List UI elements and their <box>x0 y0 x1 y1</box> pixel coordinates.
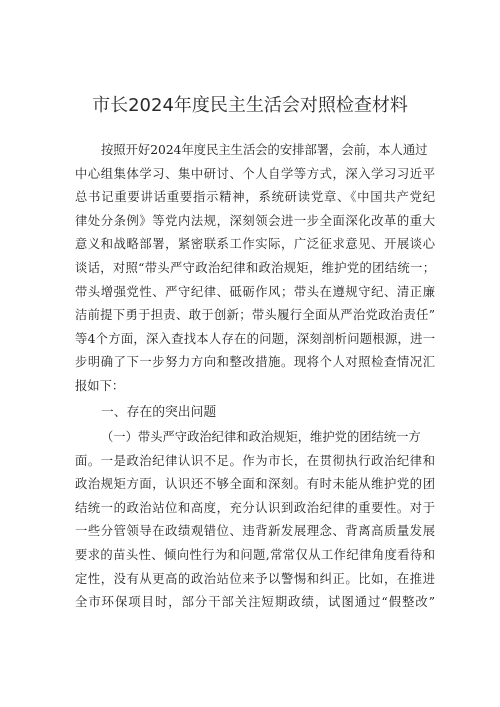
document-title: 市长2024年度民主生活会对照检查材料 <box>92 95 408 116</box>
text-line: 洁前提下勇于担责、敢于创新；带头履行全面从严治党政治责任” <box>75 308 435 323</box>
section-heading: 一、存在的突出问题 <box>101 405 217 420</box>
text-line: 总书记重要讲话重要指示精神，系统研读党章、《中国共产党纪 <box>75 190 435 205</box>
text-line: 要求的苗头性、倾向性行为和问题,常常仅从工作纪律角度看待和 <box>75 547 435 562</box>
text-line: 政治规矩方面，认识还不够全面和深刻。有时未能从维护党的团 <box>75 477 435 492</box>
text-line: 全市环保项目时，部分干部关注短期政绩，试图通过“假整改” <box>75 595 435 610</box>
text-line: 定性，没有从更高的政治站位来予以警惕和纠正。比如，在推进 <box>75 571 435 586</box>
text-line: 面。一是政治纪律认识不足。作为市长，在贯彻执行政治纪律和 <box>75 453 435 468</box>
section-paragraph <box>75 426 435 615</box>
text-line: 一些分管领导在政绩观错位、违背新发展理念、背离高质量发展 <box>75 524 435 539</box>
text-line: 谈话，对照“带头严守政治纪律和政治规矩，维护党的团结统一； <box>75 260 435 275</box>
text-line: （一）带头严守政治纪律和政治规矩，维护党的团结统一方 <box>101 430 421 444</box>
text-line: 结统一的政治站位和高度，充分认识到政治纪律的重要性。对于 <box>75 500 435 515</box>
text-line: 步明确了下一步努力方向和整改措施。现将个人对照检查情况汇 <box>75 355 435 370</box>
text-line: 意义和战略部署，紧密联系工作实际，广泛征求意见、开展谈心 <box>75 237 435 252</box>
text-line: 等4个方面，深入查找本人存在的问题，深刻剖析问题根源，进一 <box>75 331 435 346</box>
text-line: 带头增强党性、严守纪律、砥砺作风；带头在遵规守纪、清正廉 <box>75 284 435 299</box>
intro-paragraph <box>75 139 435 399</box>
text-line: 报如下： <box>75 378 125 393</box>
text-line: 中心组集体学习、集中研讨、个人自学等方式，深入学习习近平 <box>75 166 435 181</box>
text-line: 按照开好2024年度民主生活会的安排部署，会前，本人通过 <box>101 143 428 157</box>
text-line: 律处分条例》等党内法规，深刻领会进一步全面深化改革的重大 <box>75 213 435 228</box>
